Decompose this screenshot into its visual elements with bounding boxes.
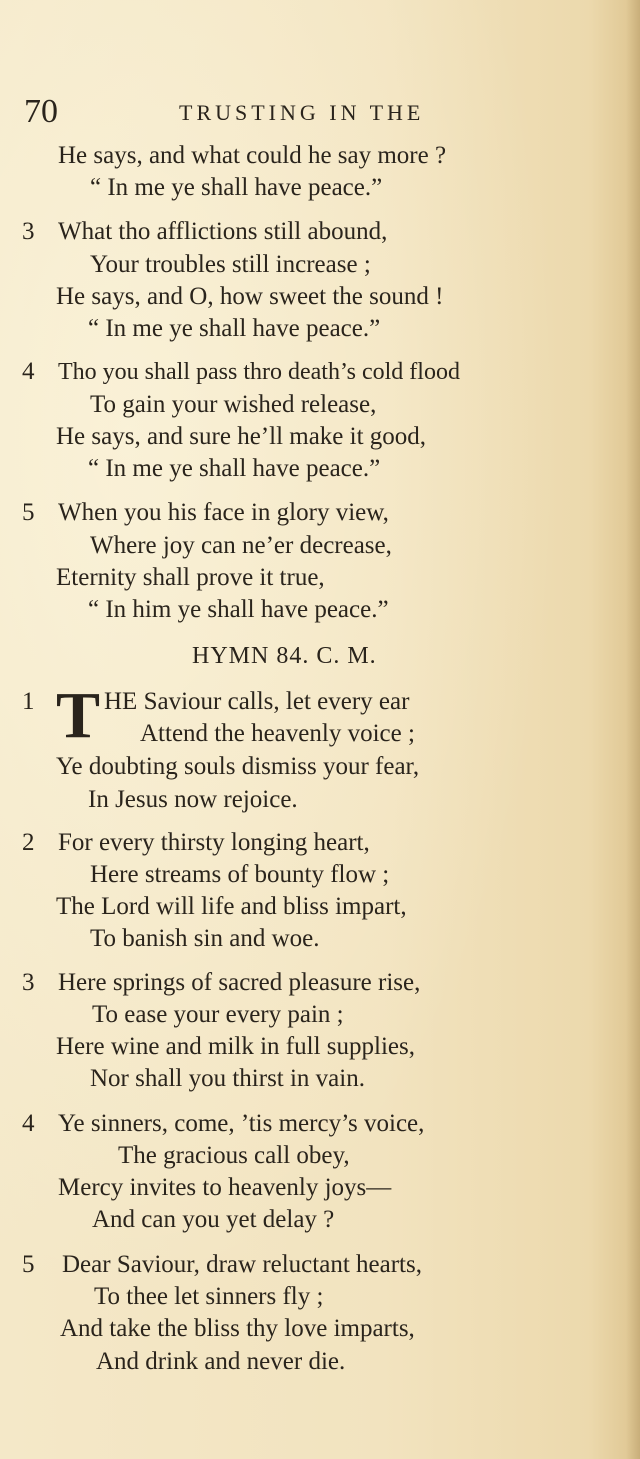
hymn-line: Ye sinners, come, ’tis mercy’s voice, [58, 1110, 425, 1137]
hymn-line: To banish sin and woe. [90, 925, 320, 952]
hymn-title: HYMN 84. C. M. [192, 643, 377, 669]
page-edge-shadow [626, 0, 640, 1459]
verse-number: 2 [22, 829, 35, 856]
hymn-line: Here wine and milk in full supplies, [56, 1033, 415, 1060]
hymn-line: Tho you shall pass thro death’s cold flood [58, 359, 460, 385]
hymn-line: “ In me ye shall have peace.” [88, 455, 381, 482]
hymn-line: To gain your wished release, [90, 391, 377, 418]
hymn-line: Your troubles still increase ; [90, 251, 371, 278]
hymn-line: Nor shall you thirst in vain. [90, 1065, 365, 1092]
hymn-line: “ In me ye shall have peace.” [88, 315, 381, 342]
hymn-line: Here streams of bounty flow ; [90, 861, 390, 888]
hymn-line: And drink and never die. [96, 1348, 346, 1375]
hymn-line: Eternity shall prove it true, [56, 564, 325, 591]
hymn-line: To thee let sinners fly ; [94, 1283, 324, 1310]
hymn-line: In Jesus now rejoice. [88, 786, 298, 813]
hymn-line: Where joy can ne’er decrease, [90, 532, 392, 559]
verse-number: 3 [22, 969, 35, 996]
hymn-line: He says, and sure he’ll make it good, [56, 423, 427, 450]
hymn-line: To ease your every pain ; [92, 1001, 344, 1028]
verse-number: 4 [22, 1110, 35, 1137]
verse-number: 5 [22, 499, 35, 526]
running-title: TRUSTING IN THE [179, 100, 425, 125]
verse-number: 5 [22, 1251, 35, 1278]
drop-cap: T [56, 679, 101, 752]
verse-number: 3 [22, 218, 35, 245]
running-head [24, 92, 494, 132]
hymn-line: “ In me ye shall have peace.” [90, 174, 383, 201]
hymn-line: For every thirsty longing heart, [58, 829, 370, 856]
page-number: 70 [24, 93, 58, 130]
hymn-line: What tho afflictions still abound, [58, 218, 388, 245]
hymn-line: He says, and O, how sweet the sound ! [56, 283, 444, 310]
verse-number: 4 [22, 358, 35, 385]
hymn-line: Here springs of sacred pleasure rise, [58, 969, 421, 996]
verse-number: 1 [22, 688, 35, 715]
hymn-line: And can you yet delay ? [92, 1206, 335, 1233]
hymn-line: Attend the heavenly voice ; [140, 720, 415, 747]
hymn-line: “ In him ye shall have peace.” [88, 596, 389, 623]
hymn-line: Mercy invites to heavenly joys— [58, 1174, 392, 1201]
hymn-line: The gracious call obey, [118, 1142, 350, 1169]
hymn-line: When you his face in glory view, [58, 499, 389, 526]
hymn-line: Ye doubting souls dismiss your fear, [56, 753, 420, 780]
hymn-line: And take the bliss thy love imparts, [60, 1315, 415, 1342]
hymn-line: He says, and what could he say more ? [58, 142, 447, 169]
hymn-line: The Lord will life and bliss impart, [56, 893, 407, 920]
hymn-line: Dear Saviour, draw reluctant hearts, [62, 1251, 422, 1278]
hymn-line: HE Saviour calls, let every ear [104, 688, 410, 715]
